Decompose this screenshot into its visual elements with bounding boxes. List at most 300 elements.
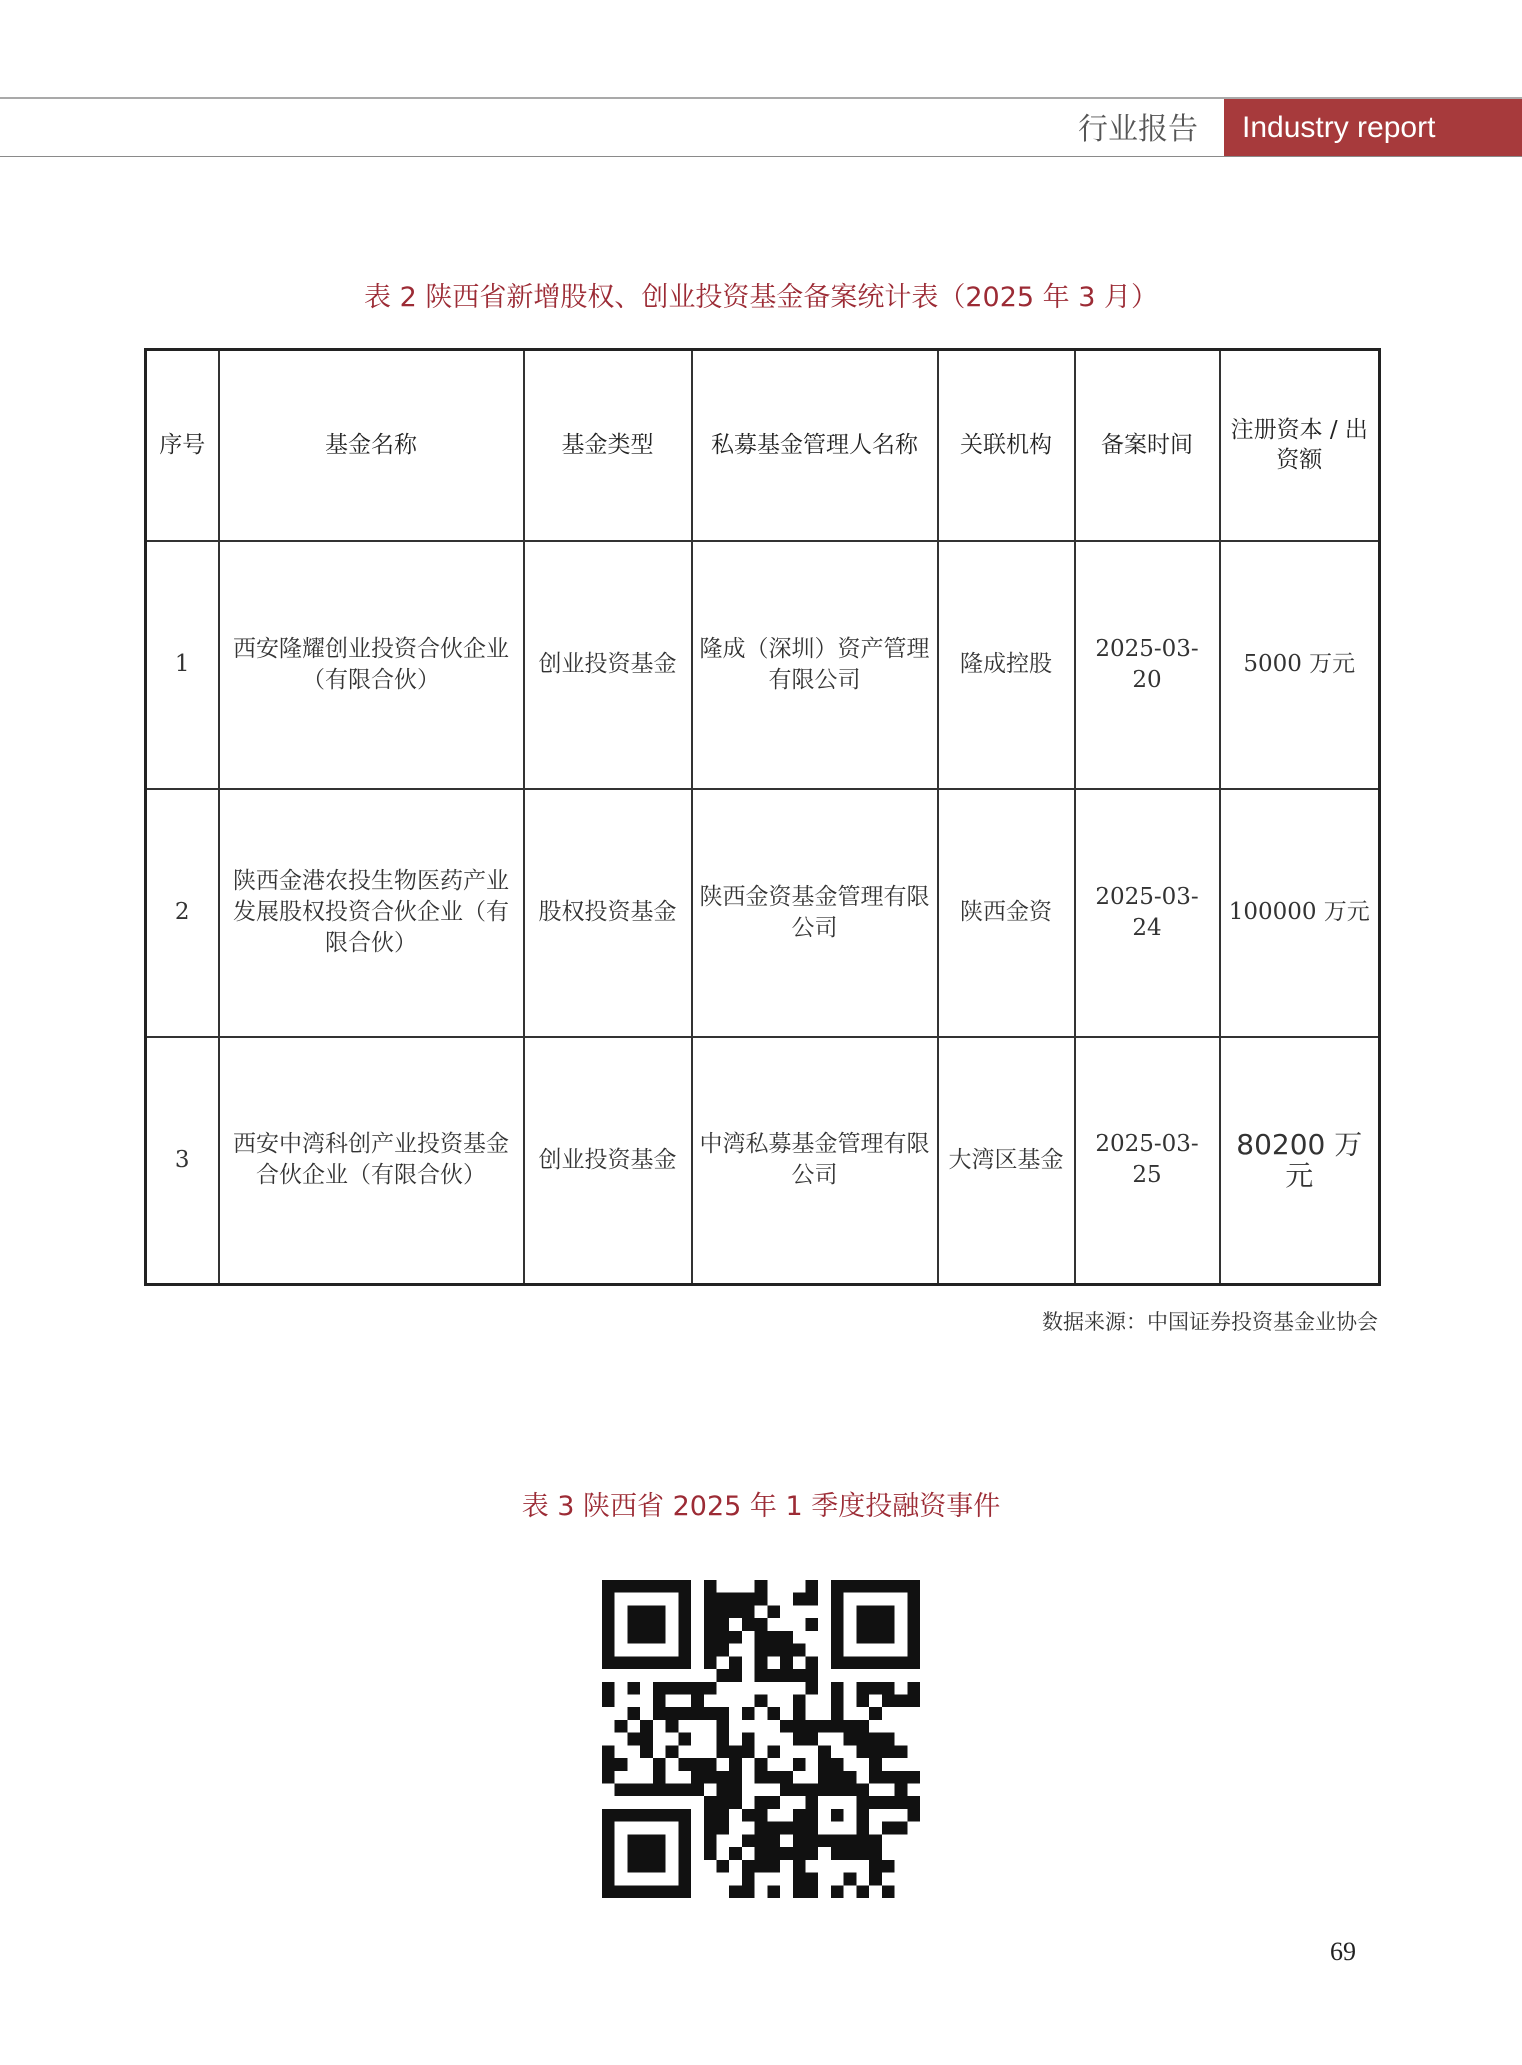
qr-module (831, 1771, 844, 1784)
qr-module (716, 1720, 729, 1733)
qr-module (704, 1631, 717, 1644)
qr-module (653, 1885, 666, 1898)
qr-module (869, 1733, 882, 1746)
col-header-manager: 私募基金管理人名称 (692, 350, 938, 541)
qr-module (602, 1605, 615, 1618)
qr-module (844, 1873, 857, 1886)
qr-module (602, 1644, 615, 1657)
qr-module (755, 1758, 768, 1771)
qr-module (806, 1656, 819, 1669)
qr-module (907, 1694, 920, 1707)
qr-module (678, 1605, 691, 1618)
qr-module (653, 1682, 666, 1695)
qr-module (615, 1758, 628, 1771)
qr-module (742, 1834, 755, 1847)
qr-module (780, 1644, 793, 1657)
col-header-filing-date: 备案时间 (1075, 350, 1220, 541)
qr-module (856, 1745, 869, 1758)
qr-module (716, 1593, 729, 1606)
qr-module (767, 1847, 780, 1860)
qr-module (615, 1784, 628, 1797)
qr-module (856, 1656, 869, 1669)
qr-module (742, 1873, 755, 1886)
qr-module (780, 1720, 793, 1733)
qr-module (882, 1822, 895, 1835)
qr-module (755, 1631, 768, 1644)
qr-module (704, 1644, 717, 1657)
qr-module (793, 1822, 806, 1835)
qr-module (678, 1885, 691, 1898)
qr-module (844, 1720, 857, 1733)
qr-module (856, 1847, 869, 1860)
qr-module (653, 1784, 666, 1797)
qr-module (831, 1834, 844, 1847)
qr-module (742, 1605, 755, 1618)
qr-module (602, 1745, 615, 1758)
qr-module (691, 1758, 704, 1771)
qr-module (640, 1784, 653, 1797)
qr-module (806, 1885, 819, 1898)
qr-module (831, 1720, 844, 1733)
qr-module (627, 1605, 640, 1618)
qr-module (716, 1605, 729, 1618)
qr-module (602, 1656, 615, 1669)
qr-module (653, 1771, 666, 1784)
qr-module (806, 1669, 819, 1682)
qr-module (755, 1593, 768, 1606)
qr-module (869, 1656, 882, 1669)
qr-module (767, 1669, 780, 1682)
qr-module (895, 1796, 908, 1809)
qr-module (627, 1834, 640, 1847)
qr-module (691, 1784, 704, 1797)
qr-module (882, 1631, 895, 1644)
qr-module (602, 1834, 615, 1847)
qr-module (895, 1784, 908, 1797)
qr-module (615, 1885, 628, 1898)
qr-module (907, 1771, 920, 1784)
qr-module (793, 1758, 806, 1771)
qr-module (653, 1809, 666, 1822)
qr-module (793, 1860, 806, 1873)
qr-module (678, 1860, 691, 1873)
qr-module (907, 1796, 920, 1809)
qr-module (678, 1580, 691, 1593)
qr-module (640, 1860, 653, 1873)
qr-module (653, 1694, 666, 1707)
qr-module (653, 1631, 666, 1644)
cell-fund-name: 西安中湾科创产业投资基金合伙企业（有限合伙） (219, 1037, 524, 1285)
qr-module (844, 1784, 857, 1797)
qr-module (666, 1885, 679, 1898)
qr-module (615, 1720, 628, 1733)
qr-module (678, 1758, 691, 1771)
qr-module (793, 1720, 806, 1733)
qr-module (704, 1834, 717, 1847)
qr-module (856, 1618, 869, 1631)
table-row (146, 541, 1380, 789)
qr-module (907, 1809, 920, 1822)
qr-module (678, 1618, 691, 1631)
qr-module (844, 1580, 857, 1593)
qr-module (742, 1809, 755, 1822)
qr-module (806, 1580, 819, 1593)
qr-module (806, 1682, 819, 1695)
qr-module (704, 1758, 717, 1771)
qr-module (678, 1644, 691, 1657)
qr-module (755, 1669, 768, 1682)
qr-module (666, 1745, 679, 1758)
qr-module (729, 1656, 742, 1669)
cell-index: 1 (146, 541, 219, 789)
qr-module (793, 1694, 806, 1707)
qr-module (627, 1656, 640, 1669)
cell-index: 2 (146, 789, 219, 1037)
qr-module (793, 1885, 806, 1898)
qr-module (869, 1682, 882, 1695)
qr-module (716, 1860, 729, 1873)
qr-module (831, 1580, 844, 1593)
qr-module (678, 1834, 691, 1847)
cell-manager: 陕西金资基金管理有限公司 (692, 789, 938, 1037)
qr-module (780, 1656, 793, 1669)
qr-module (615, 1809, 628, 1822)
qr-module (856, 1733, 869, 1746)
qr-module (678, 1822, 691, 1835)
qr-module (627, 1580, 640, 1593)
qr-module (666, 1784, 679, 1797)
qr-module (907, 1605, 920, 1618)
qr-module (869, 1758, 882, 1771)
qr-module (869, 1834, 882, 1847)
qr-module (653, 1758, 666, 1771)
qr-module (882, 1860, 895, 1873)
qr-module (767, 1860, 780, 1873)
qr-module (831, 1809, 844, 1822)
qr-module (793, 1669, 806, 1682)
qr-module (678, 1809, 691, 1822)
qr-module (818, 1745, 831, 1758)
qr-module (627, 1733, 640, 1746)
qr-module (844, 1834, 857, 1847)
qr-module (869, 1745, 882, 1758)
qr-module (895, 1822, 908, 1835)
qr-module (627, 1707, 640, 1720)
qr-module (640, 1733, 653, 1746)
qr-module (895, 1694, 908, 1707)
qr-module (755, 1796, 768, 1809)
qr-module (627, 1885, 640, 1898)
qr-module (831, 1644, 844, 1657)
cell-capital: 80200 万元 (1220, 1037, 1380, 1285)
qr-module (615, 1656, 628, 1669)
qr-module (755, 1580, 768, 1593)
qr-module (602, 1631, 615, 1644)
qr-module (653, 1605, 666, 1618)
qr-module (831, 1618, 844, 1631)
qr-module (602, 1694, 615, 1707)
qr-module (856, 1885, 869, 1898)
qr-module (831, 1707, 844, 1720)
qr-module (831, 1605, 844, 1618)
qr-module (755, 1644, 768, 1657)
qr-module (856, 1580, 869, 1593)
qr-module (856, 1720, 869, 1733)
cell-index: 3 (146, 1037, 219, 1285)
qr-module (869, 1631, 882, 1644)
qr-module (793, 1834, 806, 1847)
qr-module (907, 1656, 920, 1669)
qr-module (678, 1733, 691, 1746)
qr-module (678, 1847, 691, 1860)
qr-module (856, 1694, 869, 1707)
qr-module (678, 1631, 691, 1644)
qr-module (704, 1656, 717, 1669)
qr-module (844, 1656, 857, 1669)
col-header-index: 序号 (146, 350, 219, 541)
qr-module (831, 1847, 844, 1860)
qr-module (856, 1809, 869, 1822)
qr-module (780, 1847, 793, 1860)
qr-module (666, 1707, 679, 1720)
col-header-affiliate: 关联机构 (938, 350, 1075, 541)
qr-module (678, 1707, 691, 1720)
qr-module (602, 1885, 615, 1898)
qr-module (627, 1618, 640, 1631)
qr-module (627, 1847, 640, 1860)
qr-module (806, 1720, 819, 1733)
qr-module (793, 1733, 806, 1746)
qr-module (793, 1644, 806, 1657)
qr-module (716, 1771, 729, 1784)
qr-module (818, 1834, 831, 1847)
qr-module (869, 1796, 882, 1809)
qr-module (729, 1784, 742, 1797)
qr-module (678, 1873, 691, 1886)
qr-module (666, 1720, 679, 1733)
qr-module (653, 1618, 666, 1631)
qr-module (742, 1618, 755, 1631)
qr-module (653, 1834, 666, 1847)
qr-module (767, 1644, 780, 1657)
qr-module (793, 1707, 806, 1720)
qr-module (716, 1822, 729, 1835)
qr-module (742, 1860, 755, 1873)
qr-module (831, 1758, 844, 1771)
qr-module (844, 1847, 857, 1860)
table-row (146, 1037, 1380, 1285)
qr-module (831, 1593, 844, 1606)
qr-module (666, 1809, 679, 1822)
qr-module (602, 1593, 615, 1606)
qr-module (691, 1771, 704, 1784)
qr-module (806, 1784, 819, 1797)
qr-module (869, 1605, 882, 1618)
qr-module (793, 1809, 806, 1822)
qr-module (869, 1873, 882, 1886)
page-number: 69 (1330, 1937, 1356, 1966)
qr-module (767, 1605, 780, 1618)
qr-module (640, 1720, 653, 1733)
cell-fund-name: 西安隆耀创业投资合伙企业（有限合伙） (219, 541, 524, 789)
qr-module (895, 1656, 908, 1669)
qr-module (767, 1885, 780, 1898)
qr-module (729, 1847, 742, 1860)
qr-module (627, 1809, 640, 1822)
qr-module (882, 1580, 895, 1593)
qr-module (895, 1771, 908, 1784)
qr-module (704, 1847, 717, 1860)
qr-module (742, 1733, 755, 1746)
qr-module (780, 1771, 793, 1784)
qr-module (602, 1580, 615, 1593)
cell-affiliate: 隆成控股 (938, 541, 1075, 789)
qr-module (856, 1605, 869, 1618)
qr-module (856, 1834, 869, 1847)
qr-module (678, 1682, 691, 1695)
qr-module (653, 1656, 666, 1669)
qr-module (678, 1784, 691, 1797)
qr-module (755, 1771, 768, 1784)
qr-module (716, 1618, 729, 1631)
qr-module (640, 1745, 653, 1758)
qr-module (856, 1784, 869, 1797)
qr-module (640, 1809, 653, 1822)
qr-module (640, 1656, 653, 1669)
qr-module (729, 1758, 742, 1771)
qr-module (653, 1707, 666, 1720)
cell-filing-date: 2025-03-25 (1075, 1037, 1220, 1285)
qr-module (780, 1669, 793, 1682)
qr-module (882, 1771, 895, 1784)
qr-module (742, 1593, 755, 1606)
qr-module (755, 1809, 768, 1822)
qr-module (767, 1745, 780, 1758)
table-row (146, 789, 1380, 1037)
qr-module (793, 1873, 806, 1886)
qr-module (755, 1847, 768, 1860)
qr-module (602, 1682, 615, 1695)
qr-module (627, 1860, 640, 1873)
qr-module (767, 1631, 780, 1644)
qr-module (793, 1847, 806, 1860)
qr-module (755, 1834, 768, 1847)
qr-module (716, 1809, 729, 1822)
qr-module (704, 1580, 717, 1593)
qr-module (716, 1644, 729, 1657)
qr-module (882, 1694, 895, 1707)
qr-module (755, 1822, 768, 1835)
section-title-en: Industry report (1224, 99, 1522, 157)
qr-module (844, 1771, 857, 1784)
qr-code-icon[interactable] (602, 1580, 920, 1898)
qr-module (653, 1847, 666, 1860)
cell-fund-name: 陕西金港农投生物医药产业发展股权投资合伙企业（有限合伙） (219, 789, 524, 1037)
qr-module (615, 1580, 628, 1593)
cell-capital: 100000 万元 (1220, 789, 1380, 1037)
col-header-capital: 注册资本 / 出资额 (1220, 350, 1380, 541)
qr-module (666, 1580, 679, 1593)
qr-module (729, 1605, 742, 1618)
qr-module (627, 1682, 640, 1695)
qr-module (691, 1694, 704, 1707)
qr-module (869, 1618, 882, 1631)
header-bottom-rule (0, 156, 1522, 157)
qr-module (716, 1631, 729, 1644)
qr-module (793, 1593, 806, 1606)
qr-module (882, 1733, 895, 1746)
qr-module (704, 1682, 717, 1695)
qr-module (729, 1885, 742, 1898)
qr-module (767, 1707, 780, 1720)
qr-module (602, 1847, 615, 1860)
table3-caption: 表 3 陕西省 2025 年 1 季度投融资事件 (521, 1491, 1001, 1522)
table-header-row (146, 350, 1380, 541)
qr-module (729, 1796, 742, 1809)
cell-affiliate: 陕西金资 (938, 789, 1075, 1037)
qr-module (856, 1682, 869, 1695)
qr-module (806, 1822, 819, 1835)
qr-module (856, 1631, 869, 1644)
qr-module (704, 1605, 717, 1618)
qr-module (653, 1860, 666, 1873)
qr-module (882, 1745, 895, 1758)
qr-module (627, 1784, 640, 1797)
qr-module (755, 1860, 768, 1873)
qr-module (831, 1656, 844, 1669)
qr-module (755, 1694, 768, 1707)
qr-module (869, 1707, 882, 1720)
qr-module (831, 1694, 844, 1707)
qr-module (806, 1809, 819, 1822)
qr-module (882, 1796, 895, 1809)
qr-module (602, 1822, 615, 1835)
qr-module (806, 1873, 819, 1886)
qr-module (716, 1745, 729, 1758)
qr-module (895, 1745, 908, 1758)
qr-module (806, 1593, 819, 1606)
cell-capital: 5000 万元 (1220, 541, 1380, 789)
qr-module (818, 1720, 831, 1733)
cell-manager: 隆成（深圳）资产管理有限公司 (692, 541, 938, 789)
qr-module (907, 1580, 920, 1593)
qr-module (627, 1631, 640, 1644)
qr-module (793, 1784, 806, 1797)
qr-module (780, 1822, 793, 1835)
qr-module (729, 1771, 742, 1784)
qr-module (767, 1822, 780, 1835)
qr-module (767, 1796, 780, 1809)
qr-module (704, 1796, 717, 1809)
qr-module (729, 1631, 742, 1644)
qr-module (704, 1618, 717, 1631)
qr-module (806, 1618, 819, 1631)
qr-module (691, 1707, 704, 1720)
col-header-fund-name: 基金名称 (219, 350, 524, 541)
qr-module (640, 1605, 653, 1618)
qr-module (818, 1784, 831, 1797)
qr-module (742, 1745, 755, 1758)
qr-module (882, 1618, 895, 1631)
qr-module (666, 1682, 679, 1695)
qr-module (640, 1847, 653, 1860)
cell-filing-date: 2025-03-24 (1075, 789, 1220, 1037)
qr-module (895, 1580, 908, 1593)
fund-registration-table (144, 348, 1381, 1286)
qr-module (678, 1593, 691, 1606)
qr-module (640, 1834, 653, 1847)
qr-module (907, 1682, 920, 1695)
